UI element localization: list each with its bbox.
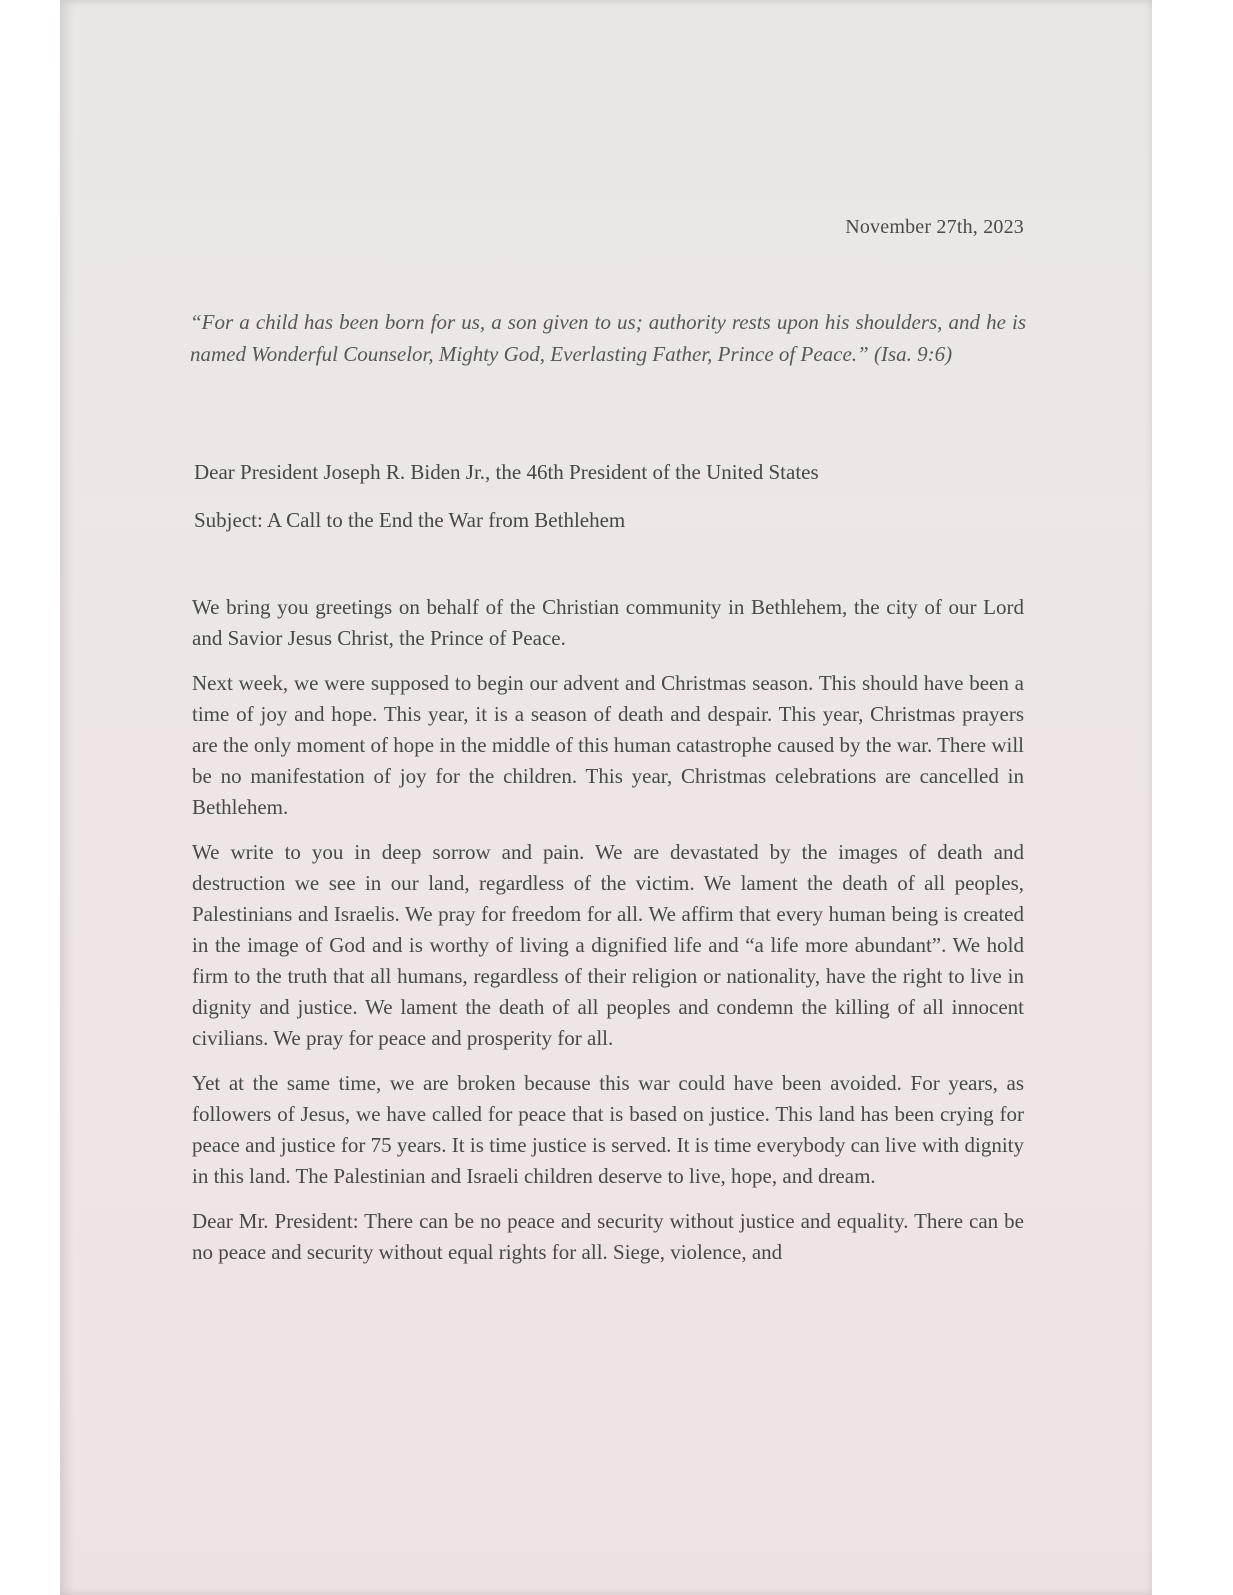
- body-paragraph: We bring you greetings on behalf of the Christian community in Bethlehem, the city of our Lord and Savior Jesus Christ, the Prince of Peace.: [192, 595, 1024, 650]
- subject-line: Subject: A Call to the End the War from Bethlehem: [194, 508, 626, 532]
- epigraph-quote: “For a child has been born for us, a son given to us; authority rests upon his shoulders, and he is named Wonderful Counselor, Mighty God, Everlasting Father, Prince of Peace.” (Isa. 9:6): [190, 310, 1026, 366]
- body-paragraph: Yet at the same time, we are broken because this war could have been avoided. For years, as followers of Jesus, we have called for peace that is based on justice. This land has been crying for peace and justice for 75 years. It is time justice is served. It is time everybody can live with dignity in this land. The Palestinian and Israeli children deserve to live, hope, and dream.: [192, 1071, 1024, 1188]
- body-paragraph: Next week, we were supposed to begin our advent and Christmas season. This should have been a time of joy and hope. This year, it is a season of death and despair. This year, Christmas prayers are the only moment of hope in the middle of this human catastrophe caused by the war. There will be no manifestation of joy for the children. This year, Christmas celebrations are cancelled in Bethlehem.: [192, 671, 1024, 819]
- letter-body: [192, 592, 1024, 1282]
- body-paragraph: Dear Mr. President: There can be no peace and security without justice and equality. There can be no peace and security without equal rights for all. Siege, violence, and: [192, 1209, 1024, 1264]
- letter-page: [60, 0, 1152, 1595]
- body-paragraph: We write to you in deep sorrow and pain. We are devastated by the images of death and destruction we see in our land, regardless of the victim. We lament the death of all peoples, Palestinians and Israelis. We pray for freedom for all. We affirm that every human being is created in the image of God and is worthy of living a dignified life and “a life more abundant”. We hold firm to the truth that all humans, regardless of their religion or nationality, have the right to live in dignity and justice. We lament the death of all peoples and condemn the killing of all innocent civilians. We pray for peace and prosperity for all.: [192, 840, 1024, 1050]
- letter-date: November 27th, 2023: [845, 216, 1024, 238]
- salutation: Dear President Joseph R. Biden Jr., the 46th President of the United States: [194, 460, 819, 484]
